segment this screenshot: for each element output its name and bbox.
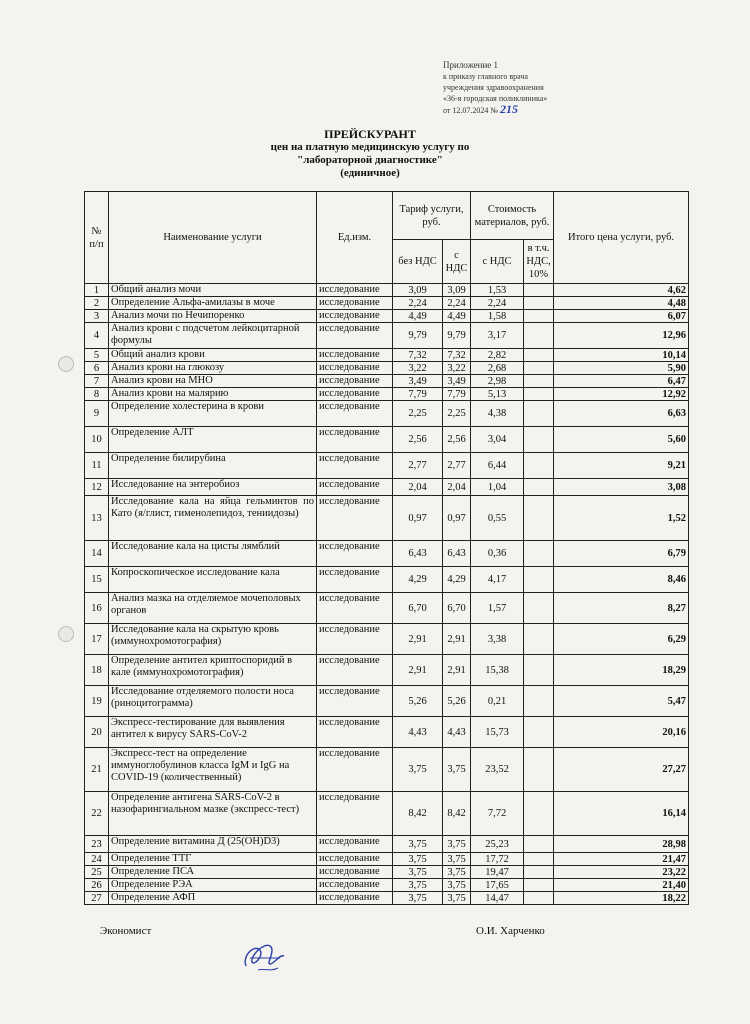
service-name: Определение антител криптоспоридий в кале (иммунохромотография) <box>109 655 317 686</box>
punch-hole-bottom <box>58 626 74 642</box>
tariff-with-vat: 5,26 <box>443 686 471 717</box>
service-name: Анализ крови на глюкозу <box>109 362 317 375</box>
row-number: 6 <box>85 362 109 375</box>
tariff-no-vat: 3,75 <box>393 836 443 853</box>
materials-vat-10 <box>524 401 554 427</box>
tariff-no-vat: 5,26 <box>393 686 443 717</box>
materials-vat-10 <box>524 453 554 479</box>
row-number: 13 <box>85 496 109 541</box>
table-row <box>85 349 689 362</box>
service-name: Определение РЭА <box>109 879 317 892</box>
row-number: 14 <box>85 541 109 567</box>
materials-with-vat: 7,72 <box>471 792 524 836</box>
heading-line-3: "лабораторной диагностике" <box>297 154 443 166</box>
unit: исследование <box>317 297 393 310</box>
tariff-with-vat: 4,29 <box>443 567 471 593</box>
materials-with-vat: 1,04 <box>471 479 524 496</box>
total-price: 27,27 <box>554 748 689 792</box>
table-row <box>85 593 689 624</box>
table-row <box>85 453 689 479</box>
tariff-with-vat: 0,97 <box>443 496 471 541</box>
tariff-no-vat: 2,04 <box>393 479 443 496</box>
unit: исследование <box>317 362 393 375</box>
unit: исследование <box>317 375 393 388</box>
materials-with-vat: 1,58 <box>471 310 524 323</box>
tariff-with-vat: 3,49 <box>443 375 471 388</box>
table-row <box>85 686 689 717</box>
header-num: № п/п <box>85 192 109 284</box>
materials-vat-10 <box>524 479 554 496</box>
materials-with-vat: 6,44 <box>471 453 524 479</box>
unit: исследование <box>317 624 393 655</box>
table-row <box>85 853 689 866</box>
total-price: 4,48 <box>554 297 689 310</box>
tariff-no-vat: 7,32 <box>393 349 443 362</box>
table-row <box>85 496 689 541</box>
annex-date: от 12.07.2024 № <box>443 106 499 115</box>
service-name: Общий анализ крови <box>109 349 317 362</box>
signature-scribble <box>240 936 288 976</box>
row-number: 17 <box>85 624 109 655</box>
service-name: Определение ТТГ <box>109 853 317 866</box>
header-with-vat: с НДС <box>443 240 471 284</box>
unit: исследование <box>317 686 393 717</box>
materials-vat-10 <box>524 686 554 717</box>
service-name: Исследование на энтеробиоз <box>109 479 317 496</box>
row-number: 19 <box>85 686 109 717</box>
row-number: 12 <box>85 479 109 496</box>
signer-name: О.И. Харченко <box>476 925 545 937</box>
tariff-no-vat: 3,75 <box>393 853 443 866</box>
table-row <box>85 866 689 879</box>
tariff-no-vat: 2,56 <box>393 427 443 453</box>
service-name: Исследование кала на яйца гельминтов по Като (я/глист, гименолепидоз, тениидозы) <box>109 496 317 541</box>
service-name: Анализ крови с подсчетом лейкоцитарной формулы <box>109 323 317 349</box>
materials-vat-10 <box>524 427 554 453</box>
materials-vat-10 <box>524 593 554 624</box>
header-unit: Ед.изм. <box>317 192 393 284</box>
row-number: 4 <box>85 323 109 349</box>
tariff-no-vat: 2,91 <box>393 624 443 655</box>
tariff-no-vat: 3,22 <box>393 362 443 375</box>
tariff-with-vat: 2,25 <box>443 401 471 427</box>
materials-with-vat: 0,21 <box>471 686 524 717</box>
tariff-with-vat: 2,91 <box>443 655 471 686</box>
total-price: 1,52 <box>554 496 689 541</box>
tariff-no-vat: 4,43 <box>393 717 443 748</box>
table-row <box>85 401 689 427</box>
total-price: 28,98 <box>554 836 689 853</box>
materials-with-vat: 1,53 <box>471 284 524 297</box>
row-number: 25 <box>85 866 109 879</box>
materials-with-vat: 4,38 <box>471 401 524 427</box>
annex-line-4: «36-я городская поликлиника» <box>443 94 548 103</box>
table-row <box>85 567 689 593</box>
service-name: Анализ мазка на отделяемое мочеполовых органов <box>109 593 317 624</box>
tariff-with-vat: 2,24 <box>443 297 471 310</box>
unit: исследование <box>317 349 393 362</box>
service-name: Определение витамина Д (25(OH)D3) <box>109 836 317 853</box>
tariff-no-vat: 3,75 <box>393 892 443 905</box>
annex-order-number: 215 <box>500 102 519 116</box>
tariff-with-vat: 3,75 <box>443 879 471 892</box>
annex-line-2: к приказу главного врача <box>443 72 528 81</box>
tariff-with-vat: 3,09 <box>443 284 471 297</box>
row-number: 9 <box>85 401 109 427</box>
row-number: 10 <box>85 427 109 453</box>
service-name: Определение билирубина <box>109 453 317 479</box>
total-price: 6,29 <box>554 624 689 655</box>
row-number: 26 <box>85 879 109 892</box>
total-price: 12,96 <box>554 323 689 349</box>
row-number: 21 <box>85 748 109 792</box>
table-row <box>85 284 689 297</box>
tariff-no-vat: 2,25 <box>393 401 443 427</box>
unit: исследование <box>317 496 393 541</box>
materials-vat-10 <box>524 717 554 748</box>
service-name: Определение АЛТ <box>109 427 317 453</box>
table-row <box>85 624 689 655</box>
total-price: 9,21 <box>554 453 689 479</box>
annex-line-5 <box>443 104 613 116</box>
service-name: Исследование кала на цисты лямблий <box>109 541 317 567</box>
tariff-with-vat: 2,77 <box>443 453 471 479</box>
materials-with-vat: 23,52 <box>471 748 524 792</box>
price-table-body <box>85 284 689 905</box>
materials-with-vat: 3,38 <box>471 624 524 655</box>
tariff-with-vat: 8,42 <box>443 792 471 836</box>
materials-with-vat: 2,98 <box>471 375 524 388</box>
materials-with-vat: 15,38 <box>471 655 524 686</box>
table-row <box>85 310 689 323</box>
total-price: 21,40 <box>554 879 689 892</box>
row-number: 1 <box>85 284 109 297</box>
materials-with-vat: 17,72 <box>471 853 524 866</box>
service-name: Определение Альфа-амилазы в моче <box>109 297 317 310</box>
materials-with-vat: 0,36 <box>471 541 524 567</box>
document-heading <box>200 128 540 180</box>
punch-hole-top <box>58 356 74 372</box>
total-price: 8,46 <box>554 567 689 593</box>
materials-vat-10 <box>524 567 554 593</box>
materials-vat-10 <box>524 853 554 866</box>
service-name: Определение АФП <box>109 892 317 905</box>
materials-vat-10 <box>524 323 554 349</box>
materials-with-vat: 19,47 <box>471 866 524 879</box>
tariff-with-vat: 9,79 <box>443 323 471 349</box>
service-name: Определение холестерина в крови <box>109 401 317 427</box>
total-price: 10,14 <box>554 349 689 362</box>
unit: исследование <box>317 541 393 567</box>
annex-block <box>443 60 613 116</box>
tariff-with-vat: 2,04 <box>443 479 471 496</box>
total-price: 6,47 <box>554 375 689 388</box>
table-row <box>85 748 689 792</box>
table-row <box>85 323 689 349</box>
materials-vat-10 <box>524 388 554 401</box>
row-number: 24 <box>85 853 109 866</box>
materials-vat-10 <box>524 879 554 892</box>
service-name: Анализ крови на малярию <box>109 388 317 401</box>
total-price: 3,08 <box>554 479 689 496</box>
tariff-no-vat: 8,42 <box>393 792 443 836</box>
tariff-no-vat: 2,91 <box>393 655 443 686</box>
service-name: Экспресс-тестирование для выявления антител к вирусу SARS-CoV-2 <box>109 717 317 748</box>
materials-with-vat: 3,04 <box>471 427 524 453</box>
table-row <box>85 836 689 853</box>
tariff-no-vat: 2,24 <box>393 297 443 310</box>
unit: исследование <box>317 567 393 593</box>
materials-vat-10 <box>524 836 554 853</box>
materials-vat-10 <box>524 496 554 541</box>
total-price: 5,60 <box>554 427 689 453</box>
annex-line-1: Приложение 1 <box>443 60 499 70</box>
service-name: Анализ мочи по Нечипоренко <box>109 310 317 323</box>
document-title: ПРЕЙСКУРАНТ <box>324 127 416 141</box>
unit: исследование <box>317 717 393 748</box>
unit: исследование <box>317 593 393 624</box>
materials-with-vat: 4,17 <box>471 567 524 593</box>
service-name: Копроскопическое исследование кала <box>109 567 317 593</box>
row-number: 20 <box>85 717 109 748</box>
materials-with-vat: 17,65 <box>471 879 524 892</box>
tariff-with-vat: 6,70 <box>443 593 471 624</box>
total-price: 18,22 <box>554 892 689 905</box>
price-table <box>84 191 689 905</box>
service-name: Экспресс-тест на определение иммуноглобулинов класса IgM и IgG на COVID-19 (количественный) <box>109 748 317 792</box>
table-row <box>85 297 689 310</box>
economist-label: Экономист <box>100 925 152 937</box>
materials-with-vat: 0,55 <box>471 496 524 541</box>
total-price: 6,07 <box>554 310 689 323</box>
total-price: 5,47 <box>554 686 689 717</box>
materials-with-vat: 2,82 <box>471 349 524 362</box>
unit: исследование <box>317 866 393 879</box>
total-price: 20,16 <box>554 717 689 748</box>
materials-with-vat: 5,13 <box>471 388 524 401</box>
unit: исследование <box>317 323 393 349</box>
unit: исследование <box>317 453 393 479</box>
materials-vat-10 <box>524 297 554 310</box>
table-row <box>85 388 689 401</box>
tariff-no-vat: 0,97 <box>393 496 443 541</box>
tariff-with-vat: 3,75 <box>443 836 471 853</box>
table-row <box>85 427 689 453</box>
service-name: Определение антигена SARS-CoV-2 в назофарингиальном мазке (экспресс-тест) <box>109 792 317 836</box>
tariff-no-vat: 4,49 <box>393 310 443 323</box>
table-row <box>85 892 689 905</box>
annex-line-3: учреждения здравоохранения <box>443 83 544 92</box>
tariff-with-vat: 3,75 <box>443 853 471 866</box>
total-price: 4,62 <box>554 284 689 297</box>
total-price: 23,22 <box>554 866 689 879</box>
total-price: 8,27 <box>554 593 689 624</box>
header-name: Наименование услуги <box>109 192 317 284</box>
table-row <box>85 541 689 567</box>
tariff-no-vat: 6,43 <box>393 541 443 567</box>
total-price: 12,92 <box>554 388 689 401</box>
unit: исследование <box>317 748 393 792</box>
total-price: 18,29 <box>554 655 689 686</box>
row-number: 7 <box>85 375 109 388</box>
table-row <box>85 792 689 836</box>
service-name: Анализ крови на МНО <box>109 375 317 388</box>
row-number: 27 <box>85 892 109 905</box>
materials-vat-10 <box>524 310 554 323</box>
header-materials: Стоимость материалов, руб. <box>471 192 554 240</box>
materials-vat-10 <box>524 866 554 879</box>
unit: исследование <box>317 310 393 323</box>
heading-line-4: (единичное) <box>340 167 400 179</box>
tariff-no-vat: 9,79 <box>393 323 443 349</box>
unit: исследование <box>317 879 393 892</box>
materials-vat-10 <box>524 892 554 905</box>
unit: исследование <box>317 401 393 427</box>
unit: исследование <box>317 284 393 297</box>
materials-with-vat: 3,17 <box>471 323 524 349</box>
materials-with-vat: 2,24 <box>471 297 524 310</box>
materials-vat-10 <box>524 655 554 686</box>
unit: исследование <box>317 853 393 866</box>
tariff-with-vat: 3,75 <box>443 892 471 905</box>
header-no-vat: без НДС <box>393 240 443 284</box>
materials-with-vat: 1,57 <box>471 593 524 624</box>
tariff-with-vat: 7,32 <box>443 349 471 362</box>
unit: исследование <box>317 479 393 496</box>
header-row-1 <box>85 192 689 240</box>
heading-line-2: цен на платную медицинскую услугу по <box>270 141 470 153</box>
service-name: Определение ПСА <box>109 866 317 879</box>
tariff-with-vat: 4,49 <box>443 310 471 323</box>
unit: исследование <box>317 388 393 401</box>
header-incl-vat: в т.ч. НДС, 10% <box>524 240 554 284</box>
tariff-with-vat: 3,75 <box>443 748 471 792</box>
materials-vat-10 <box>524 349 554 362</box>
tariff-with-vat: 7,79 <box>443 388 471 401</box>
materials-vat-10 <box>524 362 554 375</box>
tariff-no-vat: 7,79 <box>393 388 443 401</box>
service-name: Общий анализ мочи <box>109 284 317 297</box>
unit: исследование <box>317 836 393 853</box>
tariff-no-vat: 3,75 <box>393 866 443 879</box>
materials-vat-10 <box>524 284 554 297</box>
materials-vat-10 <box>524 792 554 836</box>
materials-with-vat: 25,23 <box>471 836 524 853</box>
tariff-with-vat: 2,91 <box>443 624 471 655</box>
tariff-no-vat: 3,75 <box>393 748 443 792</box>
row-number: 3 <box>85 310 109 323</box>
header-tariff: Тариф услуги, руб. <box>393 192 471 240</box>
row-number: 16 <box>85 593 109 624</box>
table-row <box>85 655 689 686</box>
total-price: 21,47 <box>554 853 689 866</box>
row-number: 23 <box>85 836 109 853</box>
table-row <box>85 479 689 496</box>
tariff-no-vat: 2,77 <box>393 453 443 479</box>
table-row <box>85 362 689 375</box>
header-mat-with-vat: с НДС <box>471 240 524 284</box>
tariff-with-vat: 4,43 <box>443 717 471 748</box>
unit: исследование <box>317 792 393 836</box>
materials-vat-10 <box>524 375 554 388</box>
service-name: Исследование кала на скрытую кровь (иммунохромотография) <box>109 624 317 655</box>
row-number: 15 <box>85 567 109 593</box>
unit: исследование <box>317 427 393 453</box>
materials-with-vat: 2,68 <box>471 362 524 375</box>
tariff-no-vat: 4,29 <box>393 567 443 593</box>
materials-vat-10 <box>524 624 554 655</box>
tariff-with-vat: 6,43 <box>443 541 471 567</box>
tariff-no-vat: 6,70 <box>393 593 443 624</box>
row-number: 11 <box>85 453 109 479</box>
materials-with-vat: 14,47 <box>471 892 524 905</box>
tariff-no-vat: 3,09 <box>393 284 443 297</box>
row-number: 8 <box>85 388 109 401</box>
header-total: Итого цена услуги, руб. <box>554 192 689 284</box>
tariff-no-vat: 3,49 <box>393 375 443 388</box>
unit: исследование <box>317 892 393 905</box>
row-number: 18 <box>85 655 109 686</box>
table-row <box>85 375 689 388</box>
tariff-no-vat: 3,75 <box>393 879 443 892</box>
total-price: 6,79 <box>554 541 689 567</box>
tariff-with-vat: 3,22 <box>443 362 471 375</box>
row-number: 2 <box>85 297 109 310</box>
service-name: Исследование отделяемого полости носа (риноцитограмма) <box>109 686 317 717</box>
materials-vat-10 <box>524 748 554 792</box>
materials-with-vat: 15,73 <box>471 717 524 748</box>
tariff-with-vat: 2,56 <box>443 427 471 453</box>
table-row <box>85 717 689 748</box>
total-price: 6,63 <box>554 401 689 427</box>
total-price: 5,90 <box>554 362 689 375</box>
table-row <box>85 879 689 892</box>
tariff-with-vat: 3,75 <box>443 866 471 879</box>
materials-vat-10 <box>524 541 554 567</box>
row-number: 5 <box>85 349 109 362</box>
row-number: 22 <box>85 792 109 836</box>
total-price: 16,14 <box>554 792 689 836</box>
unit: исследование <box>317 655 393 686</box>
